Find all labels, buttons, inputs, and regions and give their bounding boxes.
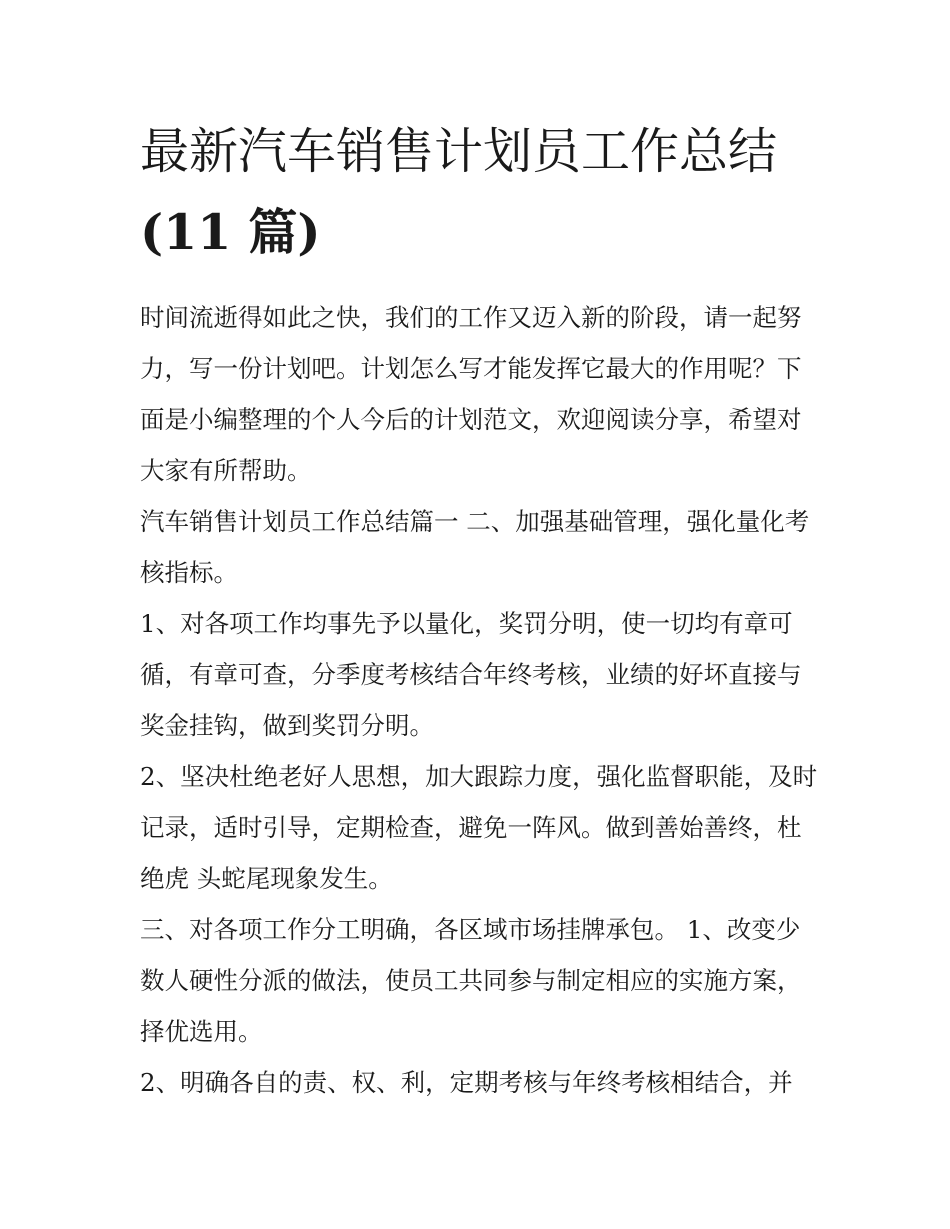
list-item-paragraph: 2、明确各自的责、权、利，定期考核与年终考核相结合，并 [140,1068,793,1097]
list-item-paragraph: 1、对各项工作均事先予以量化，奖罚分明，使一切均有章可循，有章可查，分季度考核结合年终考核，业绩的好坏直接与奖金挂钩，做到奖罚分明。 [140,609,802,740]
section-heading-paragraph: 汽车销售计划员工作总结篇一 二、加强基础管理，强化量化考核指标。 [140,507,810,587]
list-item-paragraph: 2、坚决杜绝老好人思想，加大跟踪力度，强化监督职能，及时记录，适时引导，定期检查，避免一阵风。做到善始善终，杜绝虎 头蛇尾现象发生。 [140,762,818,893]
document-title [140,112,820,272]
title-line-main: 最新汽车销售计划员工作总结 [140,123,778,180]
section-paragraph: 三、对各项工作分工明确，各区域市场挂牌承包。 1、改变少数人硬性分派的做法，使员工共同参与制定相应的实施方案，择优选用。 [140,915,802,1046]
document-page [140,112,820,1108]
title-line-count: (11 篇) [140,203,321,261]
intro-paragraph: 时间流逝得如此之快，我们的工作又迈入新的阶段，请一起努力，写一份计划吧。计划怎么写才能发挥它最大的作用呢？下面是小编整理的个人今后的计划范文，欢迎阅读分享，希望对大家有所帮助。 [140,303,802,485]
